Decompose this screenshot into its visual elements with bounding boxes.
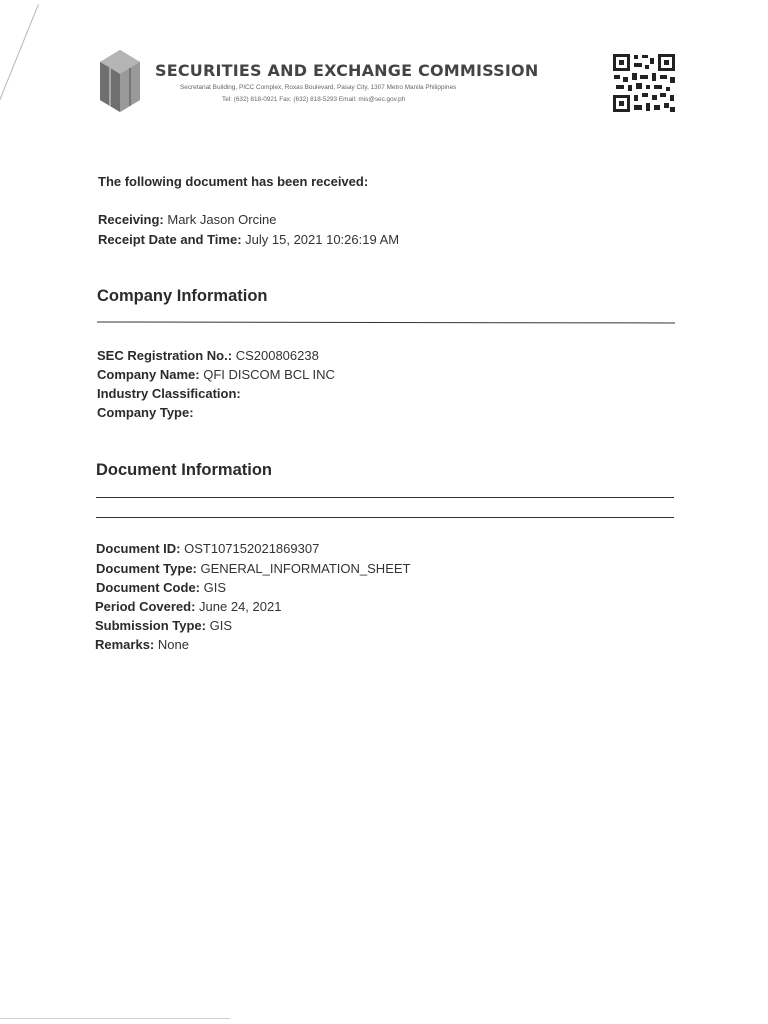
receipt-date-row — [98, 232, 399, 247]
agency-contact: Tel: (632) 818-0921 Fax: (632) 818-5293 Email: mis@sec.gov.ph — [222, 96, 406, 103]
submission-type-label: Submission Type: — [95, 618, 206, 633]
company-info-divider — [97, 321, 675, 323]
remarks-label: Remarks: — [95, 637, 155, 652]
period-covered-row — [95, 599, 281, 614]
document-code-value: GIS — [203, 580, 227, 595]
sec-registration-label: SEC Registration No.: — [97, 348, 233, 363]
agency-name: SECURITIES AND EXCHANGE COMMISSION — [155, 61, 539, 80]
receipt-date-label: Receipt Date and Time: — [98, 232, 242, 247]
submission-type-row — [95, 618, 232, 633]
document-info-title: Document Information — [96, 461, 272, 479]
sec-registration-value: CS200806238 — [235, 348, 319, 363]
company-name-value: QFI DISCOM BCL INC — [203, 367, 335, 382]
period-covered-label: Period Covered: — [95, 599, 196, 614]
submission-type-value: GIS — [209, 618, 233, 633]
receipt-date-value: July 15, 2021 10:26:19 AM — [245, 232, 400, 247]
document-type-value: GENERAL_INFORMATION_SHEET — [200, 561, 411, 576]
document-id-label: Document ID: — [96, 541, 181, 556]
company-type-row — [97, 405, 194, 420]
period-covered-value: June 24, 2021 — [199, 599, 282, 614]
receiving-row — [98, 212, 276, 227]
received-notice: The following document has been received: — [98, 174, 369, 189]
sec-registration-row — [97, 348, 319, 363]
qr-code-icon — [612, 53, 676, 113]
receiving-value: Mark Jason Orcine — [167, 212, 277, 227]
document-code-label: Document Code: — [96, 580, 200, 595]
scan-artifact-line — [0, 4, 39, 134]
industry-classification-row — [97, 386, 241, 401]
document-id-row — [96, 541, 319, 556]
document-type-row — [96, 561, 410, 576]
agency-address: Secretariat Building, PICC Complex, Roxas Boulevard, Pasay City, 1307 Metro Manila Philippines — [180, 84, 457, 91]
company-name-row — [97, 367, 335, 382]
company-name-label: Company Name: — [97, 367, 200, 382]
receiving-label: Receiving: — [98, 212, 164, 227]
scan-artifact-line — [0, 1018, 230, 1019]
company-info-title: Company Information — [97, 287, 268, 305]
document-info-divider — [96, 497, 674, 498]
industry-classification-label: Industry Classification: — [97, 386, 241, 401]
document-type-label: Document Type: — [96, 561, 197, 576]
document-id-value: OST107152021869307 — [184, 541, 320, 556]
letterhead — [96, 46, 696, 116]
remarks-value: None — [157, 637, 189, 652]
document-info-divider-second — [96, 517, 674, 518]
remarks-row — [95, 637, 189, 652]
sec-logo-icon — [96, 48, 144, 114]
document-code-row — [96, 580, 226, 595]
company-type-label: Company Type: — [97, 405, 194, 420]
